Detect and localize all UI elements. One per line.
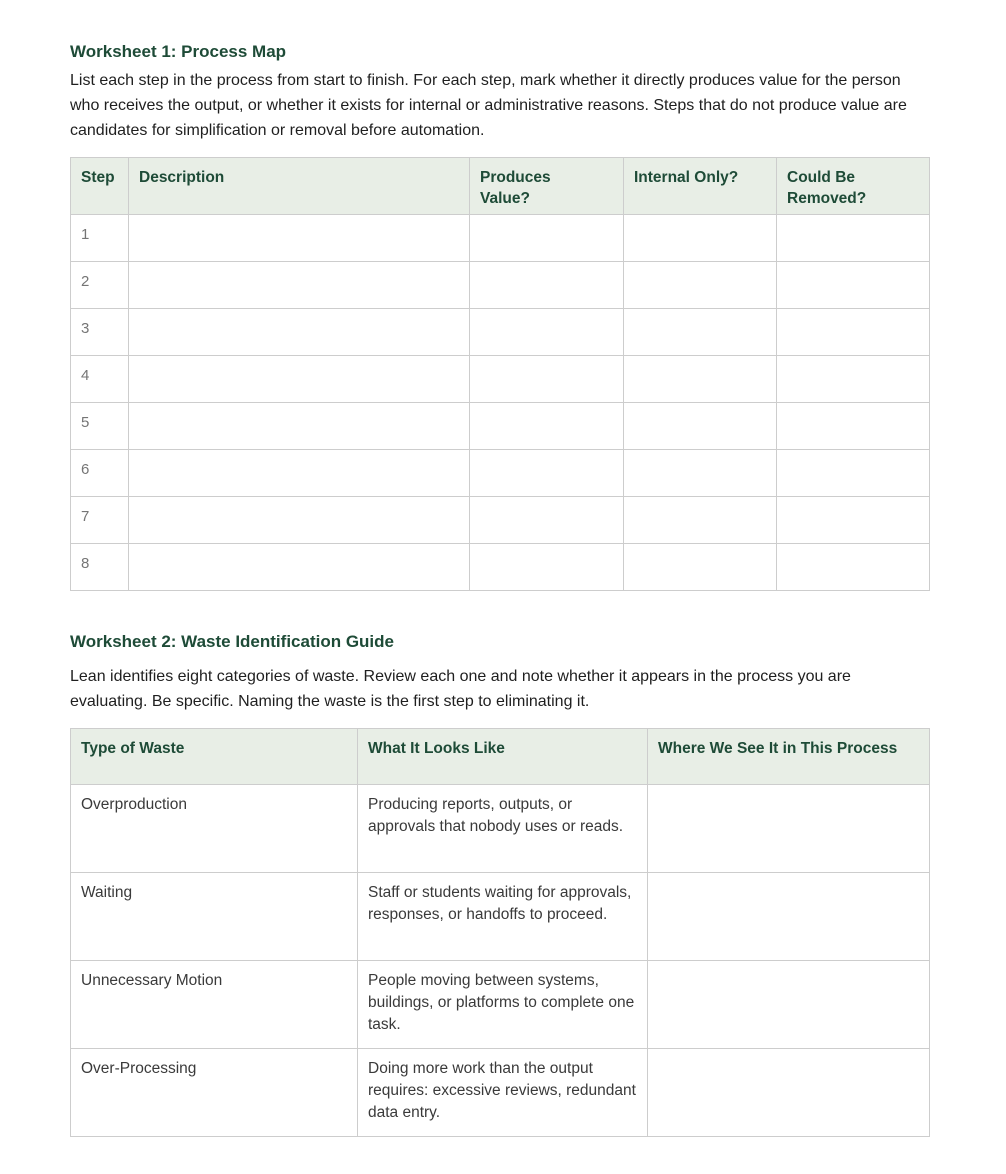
- internal-only-cell[interactable]: [624, 450, 777, 497]
- waste-table-header-row: [71, 729, 930, 785]
- col-header-description: [129, 158, 470, 215]
- col-header-where-we-see-it: [648, 729, 930, 785]
- could-be-removed-cell[interactable]: [777, 450, 930, 497]
- process-step-row: [71, 215, 930, 262]
- waste-where-cell[interactable]: [648, 961, 930, 1049]
- waste-description-cell: People moving between systems, buildings, or platforms to complete one task.: [358, 961, 648, 1049]
- col-header-internal-only-label: Internal Only?: [634, 169, 739, 186]
- waste-type-cell: Unnecessary Motion: [71, 961, 358, 1049]
- internal-only-cell[interactable]: [624, 356, 777, 403]
- description-cell[interactable]: [129, 450, 470, 497]
- description-cell[interactable]: [129, 309, 470, 356]
- waste-type-cell: Overproduction: [71, 785, 358, 873]
- step-number-cell: 8: [71, 544, 129, 591]
- step-number-cell: 7: [71, 497, 129, 544]
- description-cell[interactable]: [129, 544, 470, 591]
- produces-value-cell[interactable]: [470, 403, 624, 450]
- waste-description-cell: Doing more work than the output requires: excessive reviews, redundant data entry.: [358, 1049, 648, 1137]
- internal-only-cell[interactable]: [624, 262, 777, 309]
- col-header-type-of-waste-label: Type of Waste: [81, 740, 185, 757]
- could-be-removed-cell[interactable]: [777, 403, 930, 450]
- step-number-cell: 3: [71, 309, 129, 356]
- waste-type-cell: Over-Processing: [71, 1049, 358, 1137]
- could-be-removed-cell[interactable]: [777, 497, 930, 544]
- waste-row: [71, 1049, 930, 1137]
- waste-description-cell: Producing reports, outputs, or approvals that nobody uses or reads.: [358, 785, 648, 873]
- internal-only-cell[interactable]: [624, 497, 777, 544]
- could-be-removed-cell[interactable]: [777, 262, 930, 309]
- col-header-could-be-removed: [777, 158, 930, 215]
- step-number-cell: 5: [71, 403, 129, 450]
- step-number-cell: 2: [71, 262, 129, 309]
- col-header-where-we-see-it-label: Where We See It in This Process: [658, 740, 898, 757]
- waste-row: [71, 961, 930, 1049]
- could-be-removed-cell[interactable]: [777, 544, 930, 591]
- waste-row: [71, 785, 930, 873]
- process-step-row: [71, 356, 930, 403]
- col-header-description-label: Description: [139, 169, 225, 186]
- worksheet2-title: Worksheet 2: Waste Identification Guide: [70, 632, 394, 651]
- process-step-row: [71, 309, 930, 356]
- process-map-header-row: [71, 158, 930, 215]
- process-step-row: [71, 262, 930, 309]
- step-number-cell: 4: [71, 356, 129, 403]
- could-be-removed-cell[interactable]: [777, 309, 930, 356]
- description-cell[interactable]: [129, 215, 470, 262]
- waste-row: [71, 873, 930, 961]
- worksheet1-intro: List each step in the process from start to finish. For each step, mark whether it directly produces value for the person who receives the output, or whether it exists for internal or administrative reasons. Steps that do not produce value are candidates for simplification or removal before automation.: [70, 72, 907, 139]
- col-header-type-of-waste: [71, 729, 358, 785]
- col-header-what-it-looks-like: [358, 729, 648, 785]
- waste-where-cell[interactable]: [648, 1049, 930, 1137]
- waste-description-cell: Staff or students waiting for approvals, responses, or handoffs to proceed.: [358, 873, 648, 961]
- produces-value-cell[interactable]: [470, 262, 624, 309]
- produces-value-cell[interactable]: [470, 497, 624, 544]
- worksheet1-title: Worksheet 1: Process Map: [70, 42, 287, 61]
- internal-only-cell[interactable]: [624, 309, 777, 356]
- col-header-produces-value-label: Produces Value?: [480, 169, 551, 207]
- description-cell[interactable]: [129, 356, 470, 403]
- produces-value-cell[interactable]: [470, 544, 624, 591]
- process-step-row: [71, 450, 930, 497]
- col-header-step-label: Step: [81, 169, 115, 186]
- produces-value-cell[interactable]: [470, 215, 624, 262]
- waste-where-cell[interactable]: [648, 785, 930, 873]
- waste-identification-table: [70, 728, 930, 1137]
- waste-where-cell[interactable]: [648, 873, 930, 961]
- could-be-removed-cell[interactable]: [777, 215, 930, 262]
- produces-value-cell[interactable]: [470, 450, 624, 497]
- could-be-removed-cell[interactable]: [777, 356, 930, 403]
- process-map-table: [70, 157, 930, 591]
- col-header-internal-only: [624, 158, 777, 215]
- col-header-produces-value: [470, 158, 624, 215]
- process-step-row: [71, 403, 930, 450]
- step-number-cell: 6: [71, 450, 129, 497]
- description-cell[interactable]: [129, 262, 470, 309]
- process-step-row: [71, 497, 930, 544]
- produces-value-cell[interactable]: [470, 356, 624, 403]
- worksheet1-section: [70, 41, 929, 591]
- process-step-row: [71, 544, 930, 591]
- col-header-could-be-removed-label: Could Be Removed?: [787, 169, 867, 207]
- worksheet2-intro: Lean identifies eight categories of waste. Review each one and note whether it appears in the process you are evaluating. Be specific. Naming the waste is the first step to eliminating it.: [70, 668, 851, 710]
- worksheet2-section: [70, 631, 929, 1137]
- produces-value-cell[interactable]: [470, 309, 624, 356]
- description-cell[interactable]: [129, 497, 470, 544]
- step-number-cell: 1: [71, 215, 129, 262]
- internal-only-cell[interactable]: [624, 544, 777, 591]
- internal-only-cell[interactable]: [624, 403, 777, 450]
- col-header-step: [71, 158, 129, 215]
- col-header-what-it-looks-like-label: What It Looks Like: [368, 740, 505, 757]
- waste-type-cell: Waiting: [71, 873, 358, 961]
- internal-only-cell[interactable]: [624, 215, 777, 262]
- description-cell[interactable]: [129, 403, 470, 450]
